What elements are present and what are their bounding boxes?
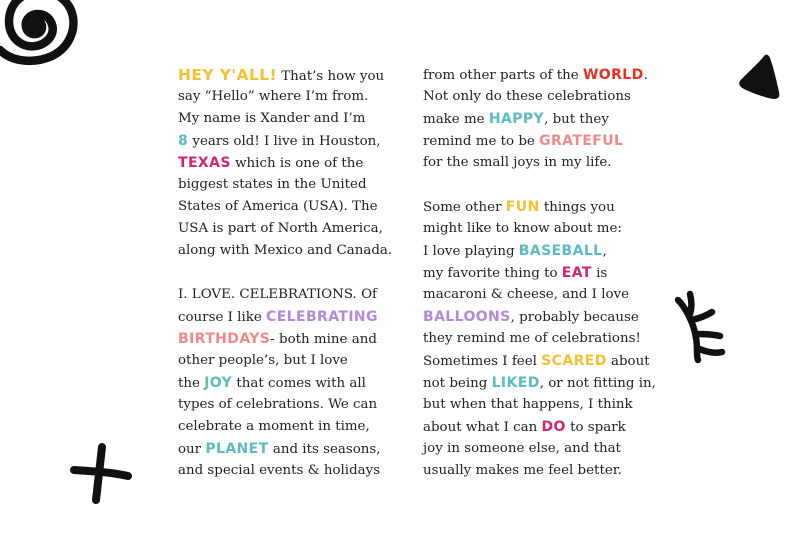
world-paragraph — [423, 64, 648, 174]
text-span: that comes with all — [232, 376, 366, 391]
text-line: and special events & holidays — [178, 463, 381, 478]
highlight-word: TEXAS — [178, 155, 231, 171]
text-line: say “Hello” where I’m from. — [178, 89, 369, 104]
text-line: other people’s, but I love — [178, 353, 348, 368]
text-span: I love playing — [423, 244, 519, 259]
text-line — [423, 416, 643, 438]
text-span: about what I can — [423, 420, 542, 435]
text-line — [178, 438, 393, 460]
text-line: Not only do these celebrations — [423, 89, 631, 104]
text-line — [178, 152, 393, 174]
text-line — [423, 64, 648, 86]
text-span: which is one of the — [230, 156, 364, 171]
text-span: my favorite thing to — [423, 266, 562, 281]
highlight-word: BALLOONS — [423, 309, 511, 325]
text-line: they remind me of celebrations! — [423, 331, 641, 346]
text-line: types of celebrations. We can — [178, 397, 378, 412]
text-line — [178, 130, 393, 152]
text-span: - both mine and — [270, 332, 377, 347]
text-line: biggest states in the United — [178, 177, 367, 192]
intro-paragraph — [178, 64, 393, 262]
cross-doodle-icon — [68, 442, 134, 506]
highlight-word: WORLD — [582, 67, 644, 83]
text-line: along with Mexico and Canada. — [178, 243, 393, 258]
highlight-word: LIKED — [491, 375, 540, 391]
text-line — [423, 130, 643, 152]
highlight-word: SCARED — [541, 353, 607, 369]
highlight-word: GRATEFUL — [539, 133, 624, 149]
highlight-word: EAT — [561, 265, 592, 281]
text-span: That’s how you — [276, 69, 385, 84]
text-span: Sometimes I feel — [423, 354, 542, 369]
text-span: to spark — [565, 420, 626, 435]
highlight-word: PLANET — [205, 441, 269, 457]
text-line: celebrate a moment in time, — [178, 419, 370, 434]
highlight-word: BASEBALL — [518, 243, 603, 259]
text-line: might like to know about me: — [423, 221, 622, 236]
text-span: the — [178, 376, 205, 391]
paragraph-gap — [423, 174, 643, 196]
text-span: things you — [539, 200, 615, 215]
text-line: for the small joys in my life. — [423, 155, 612, 170]
text-line: macaroni & cheese, and I love — [423, 287, 630, 302]
text-line — [178, 306, 393, 328]
text-line — [178, 372, 393, 394]
text-span: remind me to be — [423, 134, 540, 149]
text-line: I. LOVE. CELEBRATIONS. Of — [178, 287, 378, 302]
text-line — [423, 350, 650, 372]
triangle-doodle-icon — [736, 52, 782, 104]
text-line: but when that happens, I think — [423, 397, 633, 412]
left-text-column — [178, 64, 393, 482]
text-line: joy in someone else, and that — [423, 441, 621, 456]
text-line: USA is part of North America, — [178, 221, 383, 236]
text-line — [423, 262, 643, 284]
text-span: make me — [423, 112, 489, 127]
text-span: , but they — [544, 112, 609, 127]
text-span: Some other — [423, 200, 506, 215]
branch-doodle-icon — [672, 290, 730, 366]
text-line — [423, 108, 643, 130]
text-line — [178, 64, 393, 86]
text-line — [423, 372, 656, 394]
text-span: , — [602, 244, 607, 259]
text-line: My name is Xander and I’m — [178, 111, 366, 126]
text-span: our — [178, 442, 206, 457]
highlight-word: HEY Y'ALL! — [178, 66, 277, 84]
text-span: is — [591, 266, 608, 281]
text-span: about — [606, 354, 650, 369]
text-span: years old! I live in Houston, — [188, 134, 381, 149]
highlight-word: BIRTHDAYS — [178, 331, 271, 347]
text-span: not being — [423, 376, 492, 391]
highlight-word: 8 — [178, 133, 189, 149]
celebrations-paragraph — [178, 284, 393, 482]
highlight-word: CELEBRATING — [266, 309, 378, 325]
highlight-word: HAPPY — [488, 111, 545, 127]
spiral-doodle-icon — [0, 0, 86, 72]
text-span: and its seasons, — [268, 442, 381, 457]
text-span: from other parts of the — [423, 68, 583, 83]
text-line — [423, 240, 643, 262]
right-text-column — [423, 64, 656, 482]
text-span: . — [643, 68, 648, 83]
text-line — [423, 196, 643, 218]
text-span: , or not fitting in, — [539, 376, 656, 391]
text-line: usually makes me feel better. — [423, 463, 622, 478]
text-line — [423, 306, 643, 328]
about-me-paragraph — [423, 196, 656, 482]
text-line: States of America (USA). The — [178, 199, 378, 214]
highlight-word: JOY — [204, 375, 233, 391]
text-span: course I like — [178, 310, 267, 325]
text-span: , probably because — [510, 310, 639, 325]
paragraph-gap — [178, 262, 393, 284]
text-line — [178, 328, 393, 350]
highlight-word: FUN — [505, 199, 540, 215]
highlight-word: DO — [541, 419, 566, 435]
